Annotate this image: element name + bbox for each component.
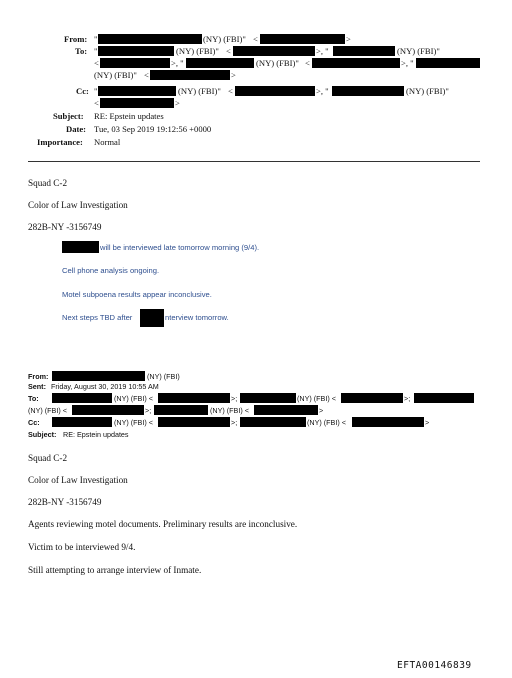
quote-mark: " xyxy=(94,86,98,96)
redaction-block xyxy=(414,393,474,403)
update-line-victim: Victim to be interviewed 9/4. xyxy=(28,542,136,552)
sender-agency: (NY) (FBI) xyxy=(147,372,180,381)
lt-mark: < xyxy=(94,58,99,68)
update-line-motel-docs: Agents reviewing motel documents. Preliminary results are inconclusive. xyxy=(28,519,298,529)
update-line-next-steps: Next steps TBD after xyxy=(62,313,133,322)
investigation-line: Color of Law Investigation xyxy=(28,200,128,210)
to-label: To: xyxy=(75,46,88,56)
separator: >, " xyxy=(316,86,329,96)
header-divider xyxy=(28,161,480,162)
sent-value: Friday, August 30, 2019 10:55 AM xyxy=(51,382,159,391)
separator: >; xyxy=(231,418,238,427)
lt-mark: < xyxy=(305,58,310,68)
case-number-line: 282B-NY -3156749 xyxy=(28,222,102,232)
subject-label: Subject: xyxy=(28,430,57,439)
separator: >, " xyxy=(401,58,414,68)
squad-line: Squad C-2 xyxy=(28,453,68,463)
redaction-block xyxy=(260,34,345,44)
recipient-agency: (NY) (FBI)" xyxy=(94,70,137,80)
quote-mark: " xyxy=(94,34,98,44)
redaction-block xyxy=(332,86,404,96)
redaction-block xyxy=(52,417,112,427)
from-label: From: xyxy=(28,372,49,381)
redaction-block xyxy=(100,58,170,68)
lt-mark: < xyxy=(144,70,149,80)
quote-mark: " xyxy=(94,46,98,56)
gt-mark: > xyxy=(319,406,324,415)
redaction-block xyxy=(312,58,400,68)
redaction-block xyxy=(240,393,296,403)
redaction-block xyxy=(140,309,164,327)
recipient-agency: (NY) (FBI) < xyxy=(114,394,153,403)
from-label: From: xyxy=(64,34,88,44)
update-line-motel: Motel subpoena results appear inconclusive. xyxy=(62,290,212,299)
separator: >; xyxy=(404,394,411,403)
recipient-agency: (NY) (FBI)" xyxy=(397,46,440,56)
redaction-block xyxy=(158,417,230,427)
redaction-block xyxy=(98,34,202,44)
date-value: Tue, 03 Sep 2019 19:12:56 +0000 xyxy=(94,124,212,134)
lt-mark: < xyxy=(253,34,258,44)
investigation-line: Color of Law Investigation xyxy=(28,475,128,485)
sent-label: Sent: xyxy=(28,382,46,391)
subject-value: RE: Epstein updates xyxy=(94,111,164,121)
redaction-block xyxy=(352,417,424,427)
redaction-block xyxy=(333,46,395,56)
redaction-block xyxy=(254,405,318,415)
redaction-block xyxy=(72,405,144,415)
separator: >, " xyxy=(171,58,184,68)
update-line-cellphone: Cell phone analysis ongoing. xyxy=(62,266,160,275)
redaction-block xyxy=(416,58,480,68)
gt-mark: > xyxy=(346,34,351,44)
subject-label: Subject: xyxy=(53,111,84,121)
subject-value: RE: Epstein updates xyxy=(63,430,129,439)
cc-agency: (NY) (FBI) < xyxy=(114,418,153,427)
redaction-block xyxy=(98,86,176,96)
redaction-block xyxy=(154,405,208,415)
redaction-block xyxy=(233,46,315,56)
gt-mark: > xyxy=(231,70,236,80)
cc-label: Cc: xyxy=(28,418,40,427)
redaction-block xyxy=(150,70,230,80)
redaction-block xyxy=(235,86,315,96)
update-line-interview: will be interviewed late tomorrow morning (9/4). xyxy=(100,243,260,252)
separator: >; xyxy=(145,406,152,415)
case-number-line: 282B-NY -3156749 xyxy=(28,497,102,507)
separator: >, " xyxy=(316,46,329,56)
importance-value: Normal xyxy=(94,137,121,147)
recipient-agency: (NY) (FBI)" xyxy=(176,46,219,56)
redaction-block xyxy=(62,241,99,253)
sender-agency: (NY) (FBI)" xyxy=(203,34,246,44)
recipient-agency: (NY) (FBI) < xyxy=(297,394,336,403)
squad-line: Squad C-2 xyxy=(28,178,68,188)
redaction-block xyxy=(98,46,174,56)
redaction-block xyxy=(158,393,230,403)
redaction-block xyxy=(240,417,306,427)
bates-number: EFTA00146839 xyxy=(397,660,472,671)
cc-agency: (NY) (FBI) < xyxy=(307,418,346,427)
gt-mark: > xyxy=(425,418,430,427)
recipient-agency: (NY) (FBI) < xyxy=(28,406,67,415)
redaction-block xyxy=(52,393,112,403)
gt-mark: > xyxy=(175,98,180,108)
lt-mark: < xyxy=(228,86,233,96)
recipient-agency: (NY) (FBI)" xyxy=(256,58,299,68)
redaction-block xyxy=(100,98,174,108)
lt-mark: < xyxy=(94,98,99,108)
cc-label: Cc: xyxy=(76,86,89,96)
recipient-agency: (NY) (FBI) < xyxy=(210,406,249,415)
redaction-block xyxy=(52,371,145,381)
update-line-inmate: Still attempting to arrange interview of Inmate. xyxy=(28,565,202,575)
redaction-block xyxy=(186,58,254,68)
redaction-block xyxy=(341,393,403,403)
lt-mark: < xyxy=(226,46,231,56)
to-label: To: xyxy=(28,394,39,403)
update-line-next-steps-end: nterview tomorrow. xyxy=(165,313,229,322)
separator: >; xyxy=(231,394,238,403)
cc-agency: (NY) (FBI)" xyxy=(406,86,449,96)
date-label: Date: xyxy=(66,124,87,134)
cc-agency: (NY) (FBI)" xyxy=(178,86,221,96)
importance-label: Importance: xyxy=(37,137,83,147)
